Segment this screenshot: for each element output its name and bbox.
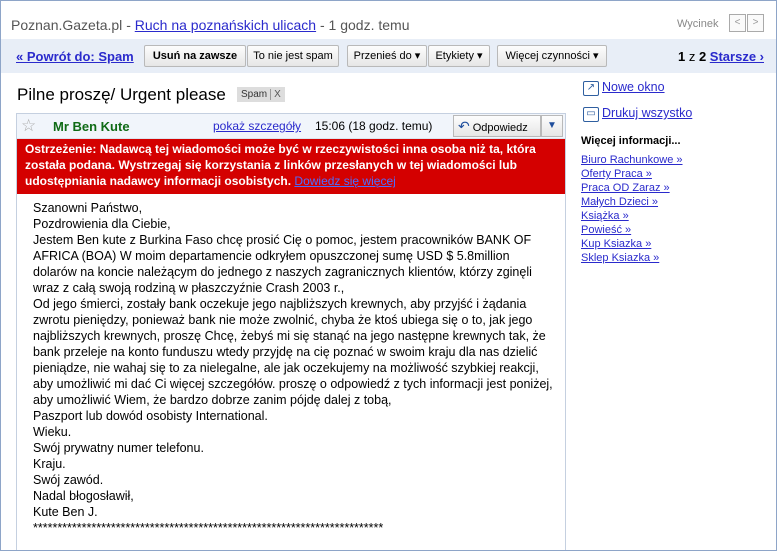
web-clip: [11, 17, 409, 33]
print-all-link[interactable]: Drukuj wszystko: [602, 106, 693, 120]
new-window-link[interactable]: Nowe okno: [602, 80, 665, 94]
warning-text: Ostrzeżenie: Nadawcą tej wiadomości może być w rzeczywistości inna osoba niż ta, która została podana. Wystrzegaj się korzystania z linków przesłanych w tej wiadomości lub udostępniania nadawcy informacji osobistych.: [25, 142, 536, 188]
web-clip-bar: [1, 1, 776, 39]
clip-article-link[interactable]: Ruch na poznańskich ulicach: [134, 17, 317, 33]
clip-age: - 1 godz. temu: [319, 17, 410, 33]
labels-dropdown[interactable]: Etykiety ▾: [428, 45, 490, 67]
body-line: Wieku.: [33, 425, 72, 439]
message-card: [16, 113, 566, 551]
learn-more-link[interactable]: Dowiedz się więcej: [294, 174, 396, 188]
clip-site: Poznan.Gazeta.pl: [11, 17, 123, 33]
reply-options-dropdown[interactable]: [541, 115, 563, 137]
sponsored-link[interactable]: Powieść »: [581, 224, 632, 236]
body-line: Pozdrowienia dla Ciebie,: [33, 217, 171, 231]
printer-icon: ▭: [583, 107, 599, 122]
clip-prev-button[interactable]: <: [729, 14, 746, 32]
sponsored-link[interactable]: Małych Dzieci »: [581, 196, 659, 208]
body-line: Kraju.: [33, 457, 66, 471]
body-line: Paszport lub dowód osobisty International.: [33, 409, 268, 423]
sponsored-link[interactable]: Praca OD Zaraz »: [581, 182, 670, 194]
body-line: Od jego śmierci, zostały bank oczekuje jego najbliższych krewnych, aby przyjść i żądania zwrotu pieniędzy, ponieważ bank nie może zwolnić, chyba że ktoś ubiega się o to, jak jego najbliższych krewnych, proszę Chcę, żebyś mi się stanąć na jego następne krewnych tak, że bank przeleje na konto funduszu wtedy przyjdę na cię poznać w swoim kraju dla nas dzielić pieniądze, nie wahaj się to za nielegalne, ale jak oczekujemy na możliwość szybkiej reakcji, aby umożliwić mi dać Ci więcej szczegółów. proszę o odpowiedź z tych informacji jest poniżej, aby umożliwić Wiem, że bardzo dobrze zanim pójdę dalej z tobą,: [33, 297, 553, 407]
body-line: Swój zawód.: [33, 473, 104, 487]
chevron-down-icon: ▼: [547, 120, 557, 131]
sponsored-link[interactable]: Kup Ksiazka »: [581, 238, 652, 250]
message-subject: Pilne proszę/ Urgent please: [17, 85, 226, 104]
sponsored-link[interactable]: Oferty Praca »: [581, 168, 652, 180]
message-header: [17, 114, 565, 139]
spam-label: [237, 87, 285, 102]
spam-label-remove-button[interactable]: X: [270, 89, 281, 100]
body-line: Jestem Ben kute z Burkina Faso chcę prosić Cię o pomoc, jestem pracowników BANK OF AFRICA (BOA) W moim departamencie odkryłem opuszczonej sumę USD $ 5.8million dolarów na koncie należącym do jednego z naszych zagranicznych klientów, którzy zginęli wraz z całą swoją rodziną w płaszczyźnie Crash 2003 r.,: [33, 233, 532, 295]
reply-button[interactable]: [453, 115, 541, 137]
print-all-action[interactable]: [581, 105, 771, 127]
pager-current: 1: [677, 49, 686, 64]
show-details-link[interactable]: pokaż szczegóły: [213, 119, 302, 133]
reply-label: Odpowiedz: [472, 122, 528, 134]
delete-forever-button[interactable]: Usuń na zawsze: [144, 45, 246, 67]
pager-total: 2: [698, 49, 707, 64]
spam-label-text: Spam: [241, 89, 268, 100]
new-window-icon: ↗: [583, 81, 599, 96]
body-line: Szanowni Państwo,: [33, 201, 143, 215]
body-line: ************************************************************************: [33, 521, 384, 535]
back-to-spam-link[interactable]: « Powrót do: Spam: [16, 49, 134, 64]
body-line: Swój prywatny numer telefonu.: [33, 441, 204, 455]
pager-of: z: [688, 49, 696, 64]
message-time: 15:06 (18 godz. temu): [315, 119, 433, 133]
move-to-dropdown[interactable]: Przenieś do ▾: [347, 45, 427, 67]
more-info-heading: Więcej informacji...: [581, 135, 681, 147]
body-line: Kute Ben J.: [33, 505, 98, 519]
sponsored-link[interactable]: Sklep Ksiazka »: [581, 252, 660, 264]
clip-next-button[interactable]: >: [747, 14, 764, 32]
phishing-warning: [17, 139, 565, 194]
clip-separator: -: [126, 17, 131, 33]
pager: [678, 49, 764, 64]
clip-label: Wycinek: [677, 18, 719, 30]
not-spam-button[interactable]: To nie jest spam: [247, 45, 339, 67]
sender-name[interactable]: Mr Ben Kute: [53, 119, 130, 134]
toolbar: [1, 39, 776, 73]
more-actions-dropdown[interactable]: Więcej czynności ▾: [497, 45, 607, 67]
sidebar: [581, 79, 771, 265]
star-icon[interactable]: ☆: [21, 116, 37, 135]
new-window-action[interactable]: [581, 79, 771, 101]
sponsored-link[interactable]: Biuro Rachunkowe »: [581, 154, 683, 166]
reply-icon: ↶: [458, 118, 470, 134]
older-link[interactable]: Starsze ›: [709, 49, 764, 64]
sponsored-links: [581, 153, 771, 265]
body-line: Nadal błogosławił,: [33, 489, 134, 503]
sponsored-link[interactable]: Książka »: [581, 210, 629, 222]
message-body: [33, 200, 553, 536]
